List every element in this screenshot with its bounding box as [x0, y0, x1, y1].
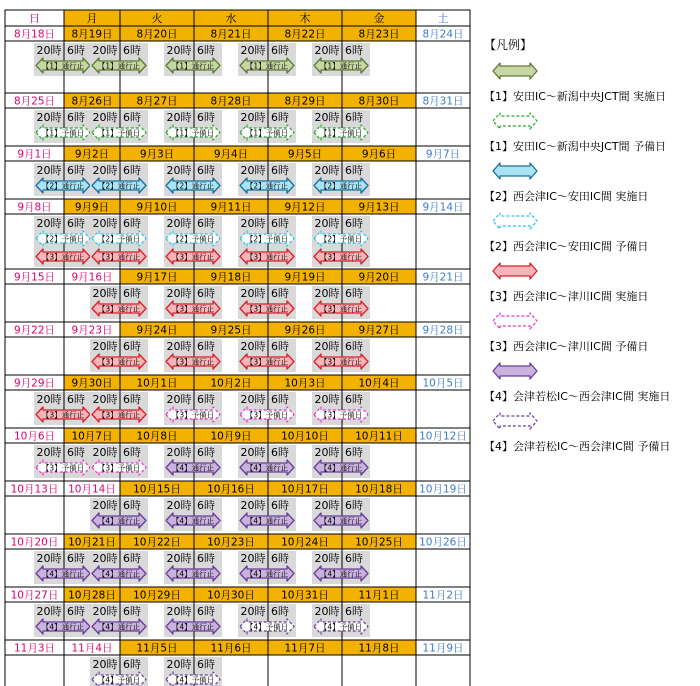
closure-label: 【3】通行止 [171, 252, 215, 262]
start-hour: 20時 [240, 287, 266, 300]
date-cell: 9月21日 [422, 271, 464, 284]
end-hour: 6時 [67, 217, 85, 230]
closure-label: 【1】予備日 [245, 128, 289, 138]
closure-label: 【1】通行止 [171, 61, 215, 71]
start-hour: 20時 [92, 552, 118, 565]
end-hour: 6時 [123, 164, 141, 177]
date-cell: 10月3日 [284, 377, 326, 390]
date-cell: 11月8日 [358, 642, 400, 655]
closure-label: 【2】通行止 [171, 181, 215, 191]
legend-item [484, 361, 694, 411]
closure-label: 【4】通行止 [245, 516, 289, 526]
date-cell: 8月30日 [358, 95, 400, 108]
date-cell: 10月20日 [10, 536, 59, 549]
end-hour: 6時 [345, 605, 363, 618]
legend-arrow-icon [492, 311, 538, 331]
end-hour: 6時 [345, 552, 363, 565]
start-hour: 20時 [92, 44, 118, 57]
legend-label: 【1】安田IC～新潟中央JCT間 実施日 [484, 90, 667, 103]
start-hour: 20時 [166, 605, 192, 618]
date-cell: 10月25日 [355, 536, 403, 549]
date-cell: 11月1日 [358, 589, 400, 602]
end-hour: 6時 [345, 217, 363, 230]
start-hour: 20時 [240, 393, 266, 406]
date-cell: 9月20日 [358, 271, 400, 284]
date-cell: 8月27日 [136, 95, 178, 108]
end-hour: 6時 [271, 340, 289, 353]
end-hour: 6時 [123, 552, 141, 565]
weekday-5: 金 [373, 12, 385, 25]
date-cell: 9月3日 [139, 148, 175, 161]
weekday-3: 水 [225, 12, 237, 25]
start-hour: 20時 [36, 446, 62, 459]
date-cell: 10月31日 [281, 589, 329, 602]
end-hour: 6時 [345, 499, 363, 512]
end-hour: 6時 [123, 44, 141, 57]
end-hour: 6時 [67, 605, 85, 618]
legend-item [484, 161, 694, 211]
start-hour: 20時 [314, 164, 340, 177]
date-cell: 10月2日 [210, 377, 252, 390]
closure-label: 【4】通行止 [245, 463, 289, 473]
end-hour: 6時 [67, 446, 85, 459]
legend-label: 【4】会津若松IC～西会津IC間 実施日 [484, 390, 671, 403]
end-hour: 6時 [123, 287, 141, 300]
date-cell: 10月8日 [136, 430, 178, 443]
closure-label: 【4】通行止 [171, 516, 215, 526]
closure-label: 【4】通行止 [171, 569, 215, 579]
start-hour: 20時 [166, 287, 192, 300]
closure-label: 【3】通行止 [319, 357, 363, 367]
start-hour: 20時 [36, 393, 62, 406]
closure-label: 【2】通行止 [245, 181, 289, 191]
end-hour: 6時 [123, 111, 141, 124]
closure-label: 【3】予備日 [245, 410, 289, 420]
start-hour: 20時 [166, 393, 192, 406]
end-hour: 6時 [67, 164, 85, 177]
start-hour: 20時 [92, 217, 118, 230]
date-cell: 11月3日 [13, 642, 56, 655]
date-cell: 8月26日 [71, 95, 113, 108]
legend-item [484, 211, 694, 261]
weekday-0: 日 [29, 12, 40, 25]
date-cell: 9月23日 [71, 324, 113, 337]
end-hour: 6時 [197, 287, 215, 300]
date-cell: 8月29日 [284, 95, 326, 108]
closure-label: 【2】予備日 [41, 234, 85, 244]
start-hour: 20時 [166, 44, 192, 57]
closure-label: 【3】予備日 [171, 410, 215, 420]
closure-label: 【1】通行止 [245, 61, 289, 71]
closure-label: 【1】通行止 [319, 61, 363, 71]
legend-arrow-icon [492, 61, 538, 81]
date-cell: 10月27日 [10, 589, 59, 602]
start-hour: 20時 [166, 164, 192, 177]
weekday-4: 木 [299, 12, 311, 25]
date-cell: 10月4日 [358, 377, 400, 390]
closure-label: 【3】通行止 [245, 304, 289, 314]
closure-label: 【4】通行止 [97, 516, 141, 526]
end-hour: 6時 [197, 340, 215, 353]
end-hour: 6時 [67, 44, 85, 57]
start-hour: 20時 [36, 605, 62, 618]
date-cell: 10月19日 [419, 483, 467, 496]
date-cell: 11月7日 [284, 642, 326, 655]
start-hour: 20時 [92, 499, 118, 512]
end-hour: 6時 [271, 552, 289, 565]
start-hour: 20時 [92, 393, 118, 406]
start-hour: 20時 [314, 499, 340, 512]
end-hour: 6時 [197, 605, 215, 618]
closure-label: 【3】通行止 [171, 304, 215, 314]
closure-label: 【3】通行止 [97, 357, 141, 367]
date-cell: 9月10日 [136, 201, 178, 214]
end-hour: 6時 [197, 111, 215, 124]
date-cell: 11月5日 [136, 642, 178, 655]
closure-label: 【4】通行止 [97, 622, 141, 632]
date-cell: 8月31日 [422, 95, 464, 108]
date-cell: 10月29日 [133, 589, 181, 602]
date-cell: 10月24日 [281, 536, 329, 549]
date-cell: 10月30日 [207, 589, 255, 602]
closure-label: 【3】通行止 [41, 252, 85, 262]
date-cell: 9月17日 [136, 271, 178, 284]
end-hour: 6時 [345, 287, 363, 300]
date-cell: 10月18日 [355, 483, 403, 496]
start-hour: 20時 [240, 446, 266, 459]
start-hour: 20時 [166, 499, 192, 512]
closure-label: 【4】通行止 [245, 569, 289, 579]
start-hour: 20時 [92, 164, 118, 177]
date-cell: 9月18日 [210, 271, 252, 284]
start-hour: 20時 [240, 111, 266, 124]
start-hour: 20時 [314, 393, 340, 406]
end-hour: 6時 [67, 111, 85, 124]
date-cell: 11月6日 [210, 642, 252, 655]
end-hour: 6時 [197, 164, 215, 177]
end-hour: 6時 [197, 217, 215, 230]
closure-label: 【3】予備日 [319, 410, 363, 420]
start-hour: 20時 [92, 287, 118, 300]
start-hour: 20時 [240, 605, 266, 618]
start-hour: 20時 [314, 340, 340, 353]
date-cell: 10月11日 [355, 430, 403, 443]
closure-label: 【4】通行止 [41, 569, 85, 579]
date-cell: 9月9日 [74, 201, 110, 214]
start-hour: 20時 [166, 340, 192, 353]
date-cell: 8月20日 [136, 28, 178, 41]
end-hour: 6時 [345, 44, 363, 57]
end-hour: 6時 [197, 446, 215, 459]
end-hour: 6時 [197, 44, 215, 57]
closure-label: 【2】予備日 [97, 234, 141, 244]
closure-label: 【4】通行止 [319, 463, 363, 473]
start-hour: 20時 [314, 44, 340, 57]
closure-label: 【3】通行止 [171, 357, 215, 367]
date-cell: 8月23日 [358, 28, 400, 41]
date-cell: 10月28日 [68, 589, 116, 602]
legend-label: 【2】西会津IC～安田IC間 予備日 [484, 240, 649, 253]
date-cell: 10月14日 [68, 483, 116, 496]
closure-label: 【4】通行止 [41, 622, 85, 632]
closure-label: 【3】通行止 [319, 252, 363, 262]
end-hour: 6時 [123, 605, 141, 618]
legend-label: 【3】西会津IC～津川IC間 予備日 [484, 340, 649, 353]
closure-label: 【3】予備日 [97, 463, 141, 473]
date-cell: 9月12日 [284, 201, 326, 214]
date-cell: 10月5日 [422, 377, 464, 390]
end-hour: 6時 [271, 111, 289, 124]
legend-arrow-icon [492, 261, 538, 281]
closure-label: 【4】通行止 [319, 516, 363, 526]
start-hour: 20時 [166, 658, 192, 671]
date-cell: 10月12日 [419, 430, 467, 443]
start-hour: 20時 [92, 446, 118, 459]
date-cell: 9月1日 [17, 148, 52, 161]
legend-arrow [493, 313, 537, 329]
end-hour: 6時 [67, 393, 85, 406]
closure-label: 【2】通行止 [97, 181, 141, 191]
date-cell: 9月11日 [210, 201, 252, 214]
date-cell: 10月21日 [68, 536, 116, 549]
legend-arrow-icon [492, 361, 538, 381]
start-hour: 20時 [240, 340, 266, 353]
start-hour: 20時 [36, 111, 62, 124]
start-hour: 20時 [314, 446, 340, 459]
date-cell: 10月23日 [207, 536, 255, 549]
closure-label: 【4】通行止 [319, 569, 363, 579]
start-hour: 20時 [240, 499, 266, 512]
date-cell: 11月2日 [422, 589, 464, 602]
start-hour: 20時 [314, 287, 340, 300]
date-cell: 9月28日 [422, 324, 464, 337]
date-cell: 10月26日 [419, 536, 467, 549]
legend-arrow [493, 413, 537, 429]
legend-arrow-icon [492, 211, 538, 231]
end-hour: 6時 [345, 111, 363, 124]
legend-arrow [493, 63, 537, 79]
date-cell: 9月25日 [210, 324, 252, 337]
end-hour: 6時 [123, 499, 141, 512]
closure-label: 【2】通行止 [319, 181, 363, 191]
start-hour: 20時 [314, 605, 340, 618]
end-hour: 6時 [271, 44, 289, 57]
end-hour: 6時 [197, 393, 215, 406]
closure-label: 【1】通行止 [97, 61, 141, 71]
date-cell: 10月22日 [133, 536, 181, 549]
closure-label: 【3】通行止 [245, 357, 289, 367]
legend-label: 【3】西会津IC～津川IC間 実施日 [484, 290, 649, 303]
end-hour: 6時 [123, 340, 141, 353]
end-hour: 6時 [123, 446, 141, 459]
weekday-6: 土 [437, 12, 449, 25]
date-cell: 8月18日 [13, 28, 56, 41]
legend-arrow [493, 263, 537, 279]
closure-label: 【1】予備日 [319, 128, 363, 138]
date-cell: 9月30日 [71, 377, 113, 390]
date-cell: 9月19日 [284, 271, 326, 284]
closure-label: 【2】予備日 [171, 234, 215, 244]
end-hour: 6時 [197, 658, 215, 671]
date-cell: 9月6日 [361, 148, 397, 161]
start-hour: 20時 [314, 552, 340, 565]
start-hour: 20時 [92, 340, 118, 353]
date-cell: 11月9日 [422, 642, 464, 655]
closure-label: 【3】通行止 [245, 252, 289, 262]
start-hour: 20時 [314, 217, 340, 230]
legend-item [484, 61, 694, 111]
closure-label: 【1】予備日 [97, 128, 141, 138]
end-hour: 6時 [197, 499, 215, 512]
start-hour: 20時 [92, 605, 118, 618]
date-cell: 8月24日 [422, 28, 464, 41]
legend-item [484, 411, 694, 461]
end-hour: 6時 [123, 217, 141, 230]
start-hour: 20時 [36, 217, 62, 230]
date-cell: 10月7日 [71, 430, 113, 443]
date-cell: 10月10日 [281, 430, 329, 443]
date-cell: 9月2日 [74, 148, 110, 161]
date-cell: 10月16日 [207, 483, 255, 496]
end-hour: 6時 [271, 287, 289, 300]
legend-arrow [493, 113, 537, 129]
start-hour: 20時 [166, 111, 192, 124]
start-hour: 20時 [314, 111, 340, 124]
end-hour: 6時 [271, 164, 289, 177]
closure-label: 【2】予備日 [245, 234, 289, 244]
date-cell: 8月21日 [210, 28, 252, 41]
end-hour: 6時 [345, 164, 363, 177]
closure-label: 【3】通行止 [97, 410, 141, 420]
closure-label: 【2】通行止 [41, 181, 85, 191]
date-cell: 9月26日 [284, 324, 326, 337]
legend-label: 【2】西会津IC～安田IC間 実施日 [484, 190, 649, 203]
closure-label: 【3】予備日 [41, 463, 85, 473]
end-hour: 6時 [345, 340, 363, 353]
end-hour: 6時 [67, 552, 85, 565]
end-hour: 6時 [271, 499, 289, 512]
end-hour: 6時 [271, 446, 289, 459]
date-cell: 8月19日 [71, 28, 113, 41]
start-hour: 20時 [36, 552, 62, 565]
end-hour: 6時 [271, 605, 289, 618]
date-cell: 10月15日 [133, 483, 181, 496]
closure-label: 【3】通行止 [97, 252, 141, 262]
start-hour: 20時 [36, 44, 62, 57]
start-hour: 20時 [92, 111, 118, 124]
legend [484, 36, 694, 461]
date-cell: 9月22日 [13, 324, 56, 337]
closure-label: 【3】通行止 [97, 304, 141, 314]
date-cell: 9月5日 [287, 148, 323, 161]
legend-arrow [493, 163, 537, 179]
legend-item [484, 261, 694, 311]
date-cell: 10月1日 [136, 377, 178, 390]
closure-label: 【4】予備日 [171, 675, 215, 685]
date-cell: 9月16日 [71, 271, 113, 284]
start-hour: 20時 [240, 164, 266, 177]
legend-label: 【4】会津若松IC～西会津IC間 予備日 [484, 440, 671, 453]
end-hour: 6時 [271, 217, 289, 230]
date-cell: 9月15日 [13, 271, 56, 284]
date-cell: 9月13日 [358, 201, 400, 214]
date-cell: 11月4日 [71, 642, 113, 655]
start-hour: 20時 [240, 217, 266, 230]
date-cell: 10月17日 [281, 483, 329, 496]
start-hour: 20時 [36, 164, 62, 177]
closure-label: 【1】予備日 [171, 128, 215, 138]
closure-label: 【3】通行止 [319, 304, 363, 314]
weekday-2: 火 [151, 12, 163, 25]
date-cell: 9月4日 [213, 148, 249, 161]
end-hour: 6時 [123, 658, 141, 671]
closure-label: 【1】通行止 [41, 61, 85, 71]
date-cell: 8月22日 [284, 28, 326, 41]
end-hour: 6時 [345, 446, 363, 459]
closure-label: 【4】通行止 [171, 622, 215, 632]
date-cell: 9月29日 [13, 377, 56, 390]
closure-label: 【2】予備日 [319, 234, 363, 244]
date-cell: 10月13日 [10, 483, 59, 496]
date-cell: 10月6日 [13, 430, 56, 443]
date-cell: 9月7日 [425, 148, 461, 161]
legend-item [484, 111, 694, 161]
date-cell: 10月9日 [210, 430, 252, 443]
legend-arrow-icon [492, 161, 538, 181]
closure-label: 【4】通行止 [97, 569, 141, 579]
start-hour: 20時 [166, 446, 192, 459]
start-hour: 20時 [166, 552, 192, 565]
weekday-1: 月 [86, 12, 98, 25]
end-hour: 6時 [345, 393, 363, 406]
start-hour: 20時 [240, 552, 266, 565]
closure-label: 【3】通行止 [41, 410, 85, 420]
closure-label: 【4】予備日 [319, 622, 363, 632]
date-cell: 9月24日 [136, 324, 178, 337]
end-hour: 6時 [197, 552, 215, 565]
end-hour: 6時 [123, 393, 141, 406]
legend-arrow [493, 363, 537, 379]
legend-label: 【1】安田IC～新潟中央JCT間 予備日 [484, 140, 667, 153]
legend-title: 【凡例】 [484, 38, 533, 52]
date-cell: 8月28日 [210, 95, 252, 108]
start-hour: 20時 [166, 217, 192, 230]
legend-item [484, 311, 694, 361]
closure-label: 【4】予備日 [245, 622, 289, 632]
closure-label: 【4】予備日 [97, 675, 141, 685]
start-hour: 20時 [92, 658, 118, 671]
date-cell: 9月14日 [422, 201, 464, 214]
closure-label: 【4】通行止 [171, 463, 215, 473]
date-cell: 9月8日 [17, 201, 52, 214]
closure-label: 【1】予備日 [41, 128, 85, 138]
legend-arrow-icon [492, 111, 538, 131]
date-cell: 8月25日 [13, 95, 56, 108]
end-hour: 6時 [271, 393, 289, 406]
date-cell: 9月27日 [358, 324, 400, 337]
legend-arrow [493, 213, 537, 229]
legend-arrow-icon [492, 411, 538, 431]
start-hour: 20時 [240, 44, 266, 57]
